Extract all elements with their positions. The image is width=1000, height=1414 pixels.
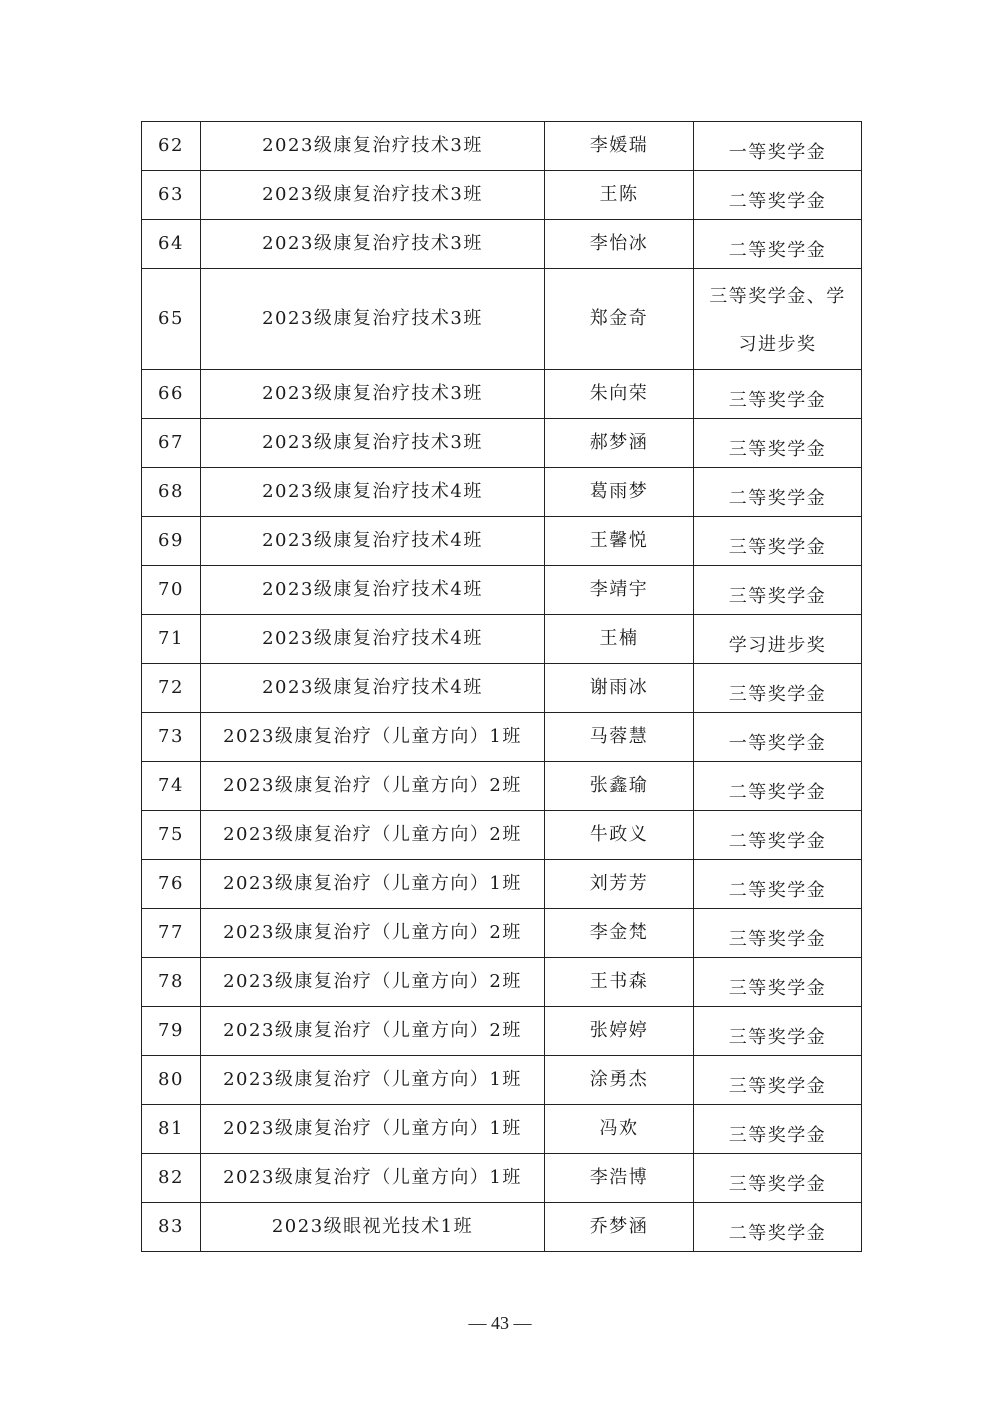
award-name: 三等奖学金 — [728, 929, 827, 951]
table-row — [142, 958, 862, 1007]
class-name-cell — [201, 122, 545, 171]
student-name-cell — [545, 958, 694, 1007]
row-number: 67 — [158, 432, 184, 454]
row-number: 81 — [158, 1118, 184, 1140]
row-number-cell — [142, 762, 201, 811]
class-name: 2023级康复治疗（儿童方向）2班 — [223, 922, 522, 944]
row-number-cell — [142, 171, 201, 220]
student-name: 李靖宇 — [589, 579, 649, 601]
row-number: 75 — [158, 824, 184, 846]
table-row — [142, 811, 862, 860]
table-row — [142, 860, 862, 909]
award-name-cell — [694, 615, 862, 664]
class-name-cell — [201, 958, 545, 1007]
class-name-cell — [201, 517, 545, 566]
award-name-cell — [694, 1056, 862, 1105]
class-name: 2023级康复治疗（儿童方向）1班 — [223, 1167, 522, 1189]
row-number: 78 — [158, 971, 184, 993]
student-name-cell — [545, 566, 694, 615]
table-row — [142, 762, 862, 811]
row-number: 77 — [158, 922, 184, 944]
class-name: 2023级康复治疗技术4班 — [262, 677, 483, 699]
award-name-cell — [694, 171, 862, 220]
award-name: 三等奖学金 — [728, 439, 827, 461]
class-name-cell — [201, 419, 545, 468]
class-name: 2023级康复治疗技术3班 — [262, 383, 483, 405]
award-name: 三等奖学金 — [728, 1174, 827, 1196]
class-name: 2023级康复治疗技术4班 — [262, 530, 483, 552]
class-name-cell — [201, 220, 545, 269]
student-name-cell — [545, 517, 694, 566]
class-name: 2023级康复治疗（儿童方向）1班 — [223, 1069, 522, 1091]
student-name: 郑金奇 — [589, 308, 649, 330]
class-name: 2023级康复治疗（儿童方向）2班 — [223, 971, 522, 993]
award-name: 三等奖学金 — [728, 684, 827, 706]
class-name-cell — [201, 664, 545, 713]
row-number: 72 — [158, 677, 184, 699]
row-number: 62 — [158, 135, 184, 157]
row-number-cell — [142, 811, 201, 860]
award-name-cell — [694, 370, 862, 419]
award-name: 二等奖学金 — [728, 831, 827, 853]
student-name: 李浩博 — [589, 1167, 649, 1189]
class-name: 2023级康复治疗（儿童方向）1班 — [223, 726, 522, 748]
award-name: 二等奖学金 — [728, 782, 827, 804]
award-name: 二等奖学金 — [728, 191, 827, 213]
class-name-cell — [201, 269, 545, 370]
class-name-cell — [201, 370, 545, 419]
award-name-cell — [694, 468, 862, 517]
award-name-cell — [694, 517, 862, 566]
row-number: 80 — [158, 1069, 184, 1091]
award-name-cell — [694, 664, 862, 713]
award-name: 二等奖学金 — [728, 880, 827, 902]
class-name-cell — [201, 811, 545, 860]
student-name-cell — [545, 615, 694, 664]
award-name: 学习进步奖 — [728, 635, 827, 657]
class-name-cell — [201, 171, 545, 220]
table-row — [142, 1105, 862, 1154]
student-name-cell — [545, 468, 694, 517]
row-number: 68 — [158, 481, 184, 503]
student-name: 王书森 — [589, 971, 649, 993]
student-name: 王陈 — [599, 184, 639, 206]
table-row — [142, 220, 862, 269]
row-number: 64 — [158, 233, 184, 255]
table-row — [142, 370, 862, 419]
row-number: 69 — [158, 530, 184, 552]
student-name-cell — [545, 860, 694, 909]
class-name-cell — [201, 909, 545, 958]
table-row — [142, 664, 862, 713]
student-name-cell — [545, 1203, 694, 1252]
student-name-cell — [545, 811, 694, 860]
row-number: 79 — [158, 1020, 184, 1042]
student-name: 朱向荣 — [589, 383, 649, 405]
table-row — [142, 713, 862, 762]
class-name: 2023级康复治疗技术3班 — [262, 432, 483, 454]
award-name: 三等奖学金 — [728, 390, 827, 412]
award-name: 三等奖学金、学习进步奖 — [709, 286, 846, 355]
student-name: 葛雨梦 — [589, 481, 649, 503]
row-number-cell — [142, 615, 201, 664]
table-row — [142, 1056, 862, 1105]
row-number-cell — [142, 958, 201, 1007]
student-name: 王楠 — [599, 628, 639, 650]
row-number-cell — [142, 1154, 201, 1203]
class-name-cell — [201, 566, 545, 615]
award-name: 三等奖学金 — [728, 1125, 827, 1147]
row-number-cell — [142, 1007, 201, 1056]
class-name-cell — [201, 615, 545, 664]
student-name: 张鑫瑜 — [589, 775, 649, 797]
table-row — [142, 269, 862, 370]
class-name-cell — [201, 713, 545, 762]
student-name-cell — [545, 1056, 694, 1105]
award-list-table — [141, 121, 862, 1252]
award-name-cell — [694, 1154, 862, 1203]
row-number: 65 — [158, 308, 184, 330]
award-name: 三等奖学金 — [728, 978, 827, 1000]
award-name: 三等奖学金 — [728, 1076, 827, 1098]
award-name-cell — [694, 909, 862, 958]
table-row — [142, 171, 862, 220]
student-name-cell — [545, 713, 694, 762]
row-number-cell — [142, 419, 201, 468]
class-name: 2023级康复治疗（儿童方向）2班 — [223, 824, 522, 846]
row-number-cell — [142, 713, 201, 762]
award-name-cell — [694, 811, 862, 860]
row-number-cell — [142, 122, 201, 171]
row-number-cell — [142, 468, 201, 517]
row-number-cell — [142, 566, 201, 615]
award-name: 三等奖学金 — [728, 586, 827, 608]
class-name: 2023级康复治疗技术4班 — [262, 628, 483, 650]
award-name: 一等奖学金 — [728, 142, 827, 164]
class-name-cell — [201, 1007, 545, 1056]
class-name: 2023级康复治疗技术3班 — [262, 233, 483, 255]
award-name: 二等奖学金 — [728, 1223, 827, 1245]
row-number: 73 — [158, 726, 184, 748]
class-name-cell — [201, 860, 545, 909]
table-row — [142, 122, 862, 171]
student-name: 冯欢 — [599, 1118, 639, 1140]
table-row — [142, 468, 862, 517]
row-number: 76 — [158, 873, 184, 895]
award-name-cell — [694, 220, 862, 269]
class-name-cell — [201, 1154, 545, 1203]
award-name: 一等奖学金 — [728, 733, 827, 755]
class-name: 2023级康复治疗（儿童方向）1班 — [223, 873, 522, 895]
row-number: 70 — [158, 579, 184, 601]
student-name: 王馨悦 — [589, 530, 649, 552]
student-name-cell — [545, 269, 694, 370]
student-name-cell — [545, 370, 694, 419]
student-name-cell — [545, 664, 694, 713]
table-row — [142, 566, 862, 615]
row-number: 63 — [158, 184, 184, 206]
student-name-cell — [545, 220, 694, 269]
class-name: 2023级康复治疗技术3班 — [262, 135, 483, 157]
award-name: 二等奖学金 — [728, 240, 827, 262]
table-row — [142, 517, 862, 566]
row-number-cell — [142, 1203, 201, 1252]
award-name-cell — [694, 860, 862, 909]
award-name-cell — [694, 1007, 862, 1056]
student-name: 马蓉慧 — [589, 726, 649, 748]
class-name: 2023级康复治疗技术4班 — [262, 579, 483, 601]
award-name: 三等奖学金 — [728, 1027, 827, 1049]
student-name-cell — [545, 1007, 694, 1056]
row-number-cell — [142, 370, 201, 419]
student-name-cell — [545, 122, 694, 171]
table-row — [142, 1007, 862, 1056]
class-name: 2023级康复治疗（儿童方向）1班 — [223, 1118, 522, 1140]
student-name-cell — [545, 1154, 694, 1203]
row-number: 66 — [158, 383, 184, 405]
table-row — [142, 909, 862, 958]
class-name: 2023级康复治疗技术4班 — [262, 481, 483, 503]
student-name: 李金梵 — [589, 922, 649, 944]
row-number: 74 — [158, 775, 184, 797]
student-name-cell — [545, 762, 694, 811]
award-name: 二等奖学金 — [728, 488, 827, 510]
row-number-cell — [142, 664, 201, 713]
award-name: 三等奖学金 — [728, 537, 827, 559]
class-name: 2023级康复治疗技术3班 — [262, 184, 483, 206]
student-name-cell — [545, 909, 694, 958]
award-list-body — [142, 122, 862, 1252]
class-name-cell — [201, 1203, 545, 1252]
class-name: 2023级眼视光技术1班 — [271, 1216, 474, 1238]
table-row — [142, 615, 862, 664]
row-number-cell — [142, 909, 201, 958]
row-number: 83 — [158, 1216, 184, 1238]
class-name: 2023级康复治疗技术3班 — [262, 308, 483, 330]
table-row — [142, 419, 862, 468]
student-name: 谢雨冰 — [589, 677, 649, 699]
student-name: 刘芳芳 — [589, 873, 649, 895]
class-name-cell — [201, 1056, 545, 1105]
award-name-cell — [694, 269, 862, 370]
row-number-cell — [142, 269, 201, 370]
row-number: 71 — [158, 628, 184, 650]
student-name: 李怡冰 — [589, 233, 649, 255]
page-number: — 43 — — [468, 1313, 532, 1333]
student-name: 乔梦涵 — [589, 1216, 649, 1238]
student-name: 李媛瑞 — [589, 135, 649, 157]
award-name-cell — [694, 122, 862, 171]
student-name: 郝梦涵 — [589, 432, 649, 454]
class-name-cell — [201, 1105, 545, 1154]
row-number-cell — [142, 517, 201, 566]
row-number-cell — [142, 220, 201, 269]
student-name: 涂勇杰 — [589, 1069, 649, 1091]
class-name-cell — [201, 762, 545, 811]
award-name-cell — [694, 566, 862, 615]
class-name: 2023级康复治疗（儿童方向）2班 — [223, 1020, 522, 1042]
row-number-cell — [142, 1105, 201, 1154]
student-name-cell — [545, 1105, 694, 1154]
award-name-cell — [694, 419, 862, 468]
row-number-cell — [142, 860, 201, 909]
student-name: 牛政义 — [589, 824, 649, 846]
table-row — [142, 1154, 862, 1203]
row-number: 82 — [158, 1167, 184, 1189]
row-number-cell — [142, 1056, 201, 1105]
award-name-cell — [694, 1203, 862, 1252]
class-name: 2023级康复治疗（儿童方向）2班 — [223, 775, 522, 797]
table-row — [142, 1203, 862, 1252]
award-name-cell — [694, 1105, 862, 1154]
award-name-cell — [694, 762, 862, 811]
student-name: 张婷婷 — [589, 1020, 649, 1042]
student-name-cell — [545, 171, 694, 220]
award-name-cell — [694, 713, 862, 762]
award-name-cell — [694, 958, 862, 1007]
class-name-cell — [201, 468, 545, 517]
student-name-cell — [545, 419, 694, 468]
